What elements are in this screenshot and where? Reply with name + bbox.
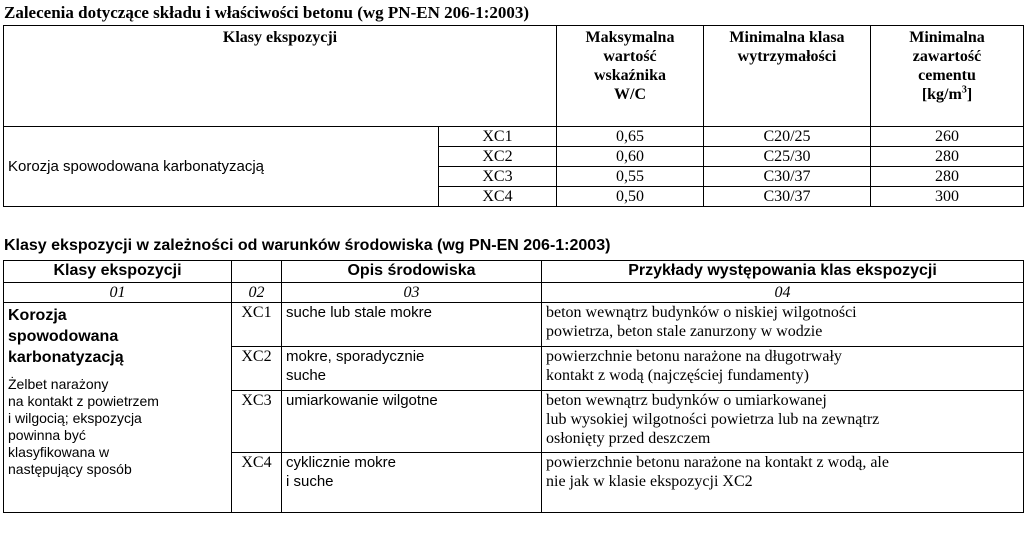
examples-cell <box>542 391 1024 453</box>
header-min-strength <box>704 26 871 127</box>
group-label-carbonation: Korozja spowodowana karbonatyzacją <box>4 127 439 207</box>
class-cell: XC4 <box>232 453 282 513</box>
strength-cell: C20/25 <box>704 127 871 147</box>
class-cell: XC2 <box>439 147 557 167</box>
table2-title: Klasy ekspozycji w zależności od warunków środowiska (wg PN-EN 206-1:2003) <box>4 237 611 254</box>
cement-cell: 260 <box>871 127 1024 147</box>
wc-cell: 0,60 <box>557 147 704 167</box>
group-desc-line: klasyfikowana w <box>8 444 110 460</box>
unit-exponent: 3 <box>961 84 967 96</box>
group-desc-line: na kontakt z powietrzem <box>8 393 159 409</box>
group-title <box>8 305 227 368</box>
cement-cell: 280 <box>871 167 1024 187</box>
environment-line: cyklicznie mokre <box>286 454 397 471</box>
header-min-cement-line2: zawartość <box>912 48 982 65</box>
environment-cell <box>282 347 542 391</box>
index-cell: 01 <box>4 283 232 303</box>
class-cell: XC1 <box>439 127 557 147</box>
header-max-wc-line4: W/C <box>614 86 646 103</box>
header-min-cement-line3: cementu <box>918 67 976 84</box>
group-cell <box>4 303 232 513</box>
index-cell: 04 <box>542 283 1024 303</box>
cement-cell: 300 <box>871 187 1024 207</box>
environment-line: umiarkowanie wilgotne <box>286 392 438 409</box>
index-cell: 03 <box>282 283 542 303</box>
class-cell: XC3 <box>232 391 282 453</box>
header-min-strength-line1: Minimalna klasa <box>729 29 845 46</box>
class-cell: XC4 <box>439 187 557 207</box>
examples-cell <box>542 347 1024 391</box>
group-title-line: karbonatyzacją <box>8 349 124 366</box>
group-desc-line: i wilgocią; ekspozycja <box>8 410 142 426</box>
class-cell: XC1 <box>232 303 282 347</box>
wc-cell: 0,65 <box>557 127 704 147</box>
strength-cell: C30/37 <box>704 167 871 187</box>
header-exposure-classes: Klasy ekspozycji <box>4 261 232 283</box>
header-environment: Opis środowiska <box>282 261 542 283</box>
header-exposure-classes: Klasy ekspozycji <box>4 26 557 127</box>
header-min-strength-line2: wytrzymałości <box>737 48 837 65</box>
header-examples: Przykłady występowania klas ekspozycji <box>542 261 1024 283</box>
group-title-line: spowodowana <box>8 328 119 345</box>
environment-cell <box>282 453 542 513</box>
examples-line: powietrza, beton stale zanurzony w wodzie <box>546 323 823 340</box>
strength-cell: C25/30 <box>704 147 871 167</box>
examples-line: nie jak w klasie ekspozycji XC2 <box>546 473 753 490</box>
examples-line: beton wewnątrz budynków o niskiej wilgotności <box>546 304 857 321</box>
header-max-wc <box>557 26 704 127</box>
strength-cell: C30/37 <box>704 187 871 207</box>
examples-line: powierzchnie betonu narażone na długotrwały <box>546 348 842 365</box>
environment-line: suche <box>286 367 327 384</box>
wc-cell: 0,50 <box>557 187 704 207</box>
group-title-line: Korozja <box>8 307 67 324</box>
table-row <box>4 303 1024 347</box>
examples-line: powierzchnie betonu narażone na kontakt z wodą, ale <box>546 454 889 471</box>
header-empty <box>232 261 282 283</box>
header-max-wc-line2: wartość <box>603 48 657 65</box>
examples-line: osłonięty przed deszczem <box>546 430 711 447</box>
header-min-cement <box>871 26 1024 127</box>
header-max-wc-line1: Maksymalna <box>585 29 675 46</box>
unit-base: [kg/m <box>921 86 962 103</box>
group-desc-line: Żelbet narażony <box>8 376 109 392</box>
group-desc-line: powinna być <box>8 427 86 443</box>
examples-line: beton wewnątrz budynków o umiarkowanej <box>546 392 827 409</box>
index-cell: 02 <box>232 283 282 303</box>
environment-line: suche lub stale mokre <box>286 304 432 321</box>
examples-cell <box>542 303 1024 347</box>
cement-cell: 280 <box>871 147 1024 167</box>
environment-cell <box>282 391 542 453</box>
header-max-wc-line3: wskaźnika <box>593 67 667 84</box>
group-desc-line: następujący sposób <box>8 461 132 477</box>
table1-title: Zalecenia dotyczące składu i właściwości betonu (wg PN-EN 206-1:2003) <box>4 3 530 22</box>
unit-close: ] <box>966 86 973 103</box>
concrete-recommendations-table <box>3 25 1024 207</box>
exposure-classes-table <box>3 260 1024 513</box>
examples-line: kontakt z wodą (najczęściej fundamenty) <box>546 367 809 384</box>
examples-cell <box>542 453 1024 513</box>
environment-line: mokre, sporadycznie <box>286 348 425 365</box>
environment-cell <box>282 303 542 347</box>
class-cell: XC2 <box>232 347 282 391</box>
group-description <box>8 376 227 478</box>
table-row <box>4 127 1024 147</box>
wc-cell: 0,55 <box>557 167 704 187</box>
examples-line: lub wysokiej wilgotności powietrza lub na zewnątrz <box>546 411 880 428</box>
class-cell: XC3 <box>439 167 557 187</box>
environment-line: i suche <box>286 473 334 490</box>
header-min-cement-unit <box>922 86 972 103</box>
header-min-cement-line1: Minimalna <box>909 29 985 46</box>
index-row <box>4 283 1024 303</box>
